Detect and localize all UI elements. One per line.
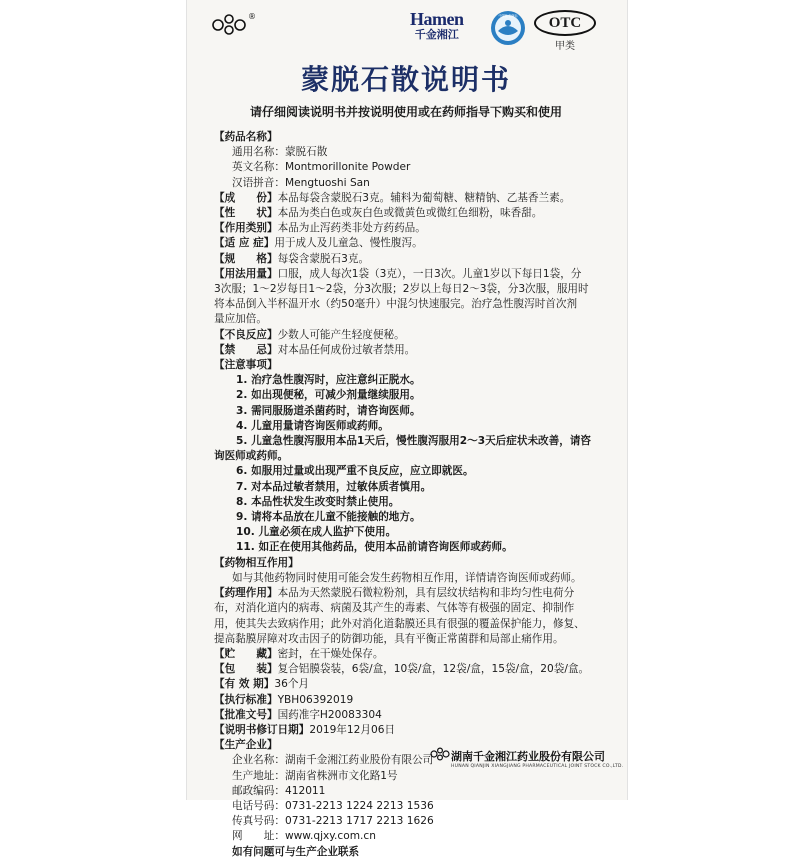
note-item: 1. 治疗急性腹泻时，应注意纠正脱水。 bbox=[236, 374, 421, 387]
note-item: 4. 儿童用量请咨询医师或药师。 bbox=[236, 419, 389, 432]
footer-company-cn: 湖南千金湘江药业股份有限公司 bbox=[451, 750, 605, 763]
otc-mark: OTC bbox=[534, 10, 596, 36]
footer-logo-icon bbox=[430, 747, 450, 761]
otc-class: 甲类 bbox=[555, 41, 575, 52]
english-name: 英文名称：Montmorillonite Powder bbox=[232, 161, 411, 174]
registered-mark: ® bbox=[248, 12, 256, 21]
section-head-spec: 【规 格】 bbox=[214, 252, 278, 265]
package-text: 复合铝膜袋装，6袋/盒，10袋/盒，12袋/盒，15袋/盒，20袋/盒。 bbox=[277, 663, 590, 676]
storage-text: 密封，在干燥处保存。 bbox=[277, 647, 384, 660]
character-text: 本品为类白色或灰白色或微黄色或微红色细粉，味香甜。 bbox=[277, 207, 543, 220]
pharmacology-line-2: 布，对消化道内的病毒、病菌及其产生的毒素、气体等有极强的固定、抑制作 bbox=[214, 602, 575, 615]
footer-company-en: HUNAN QIANJIN XIANGJIANG PHARMACEUTICAL JOINT STOCK CO.,LTD. bbox=[451, 764, 624, 769]
standard-text: YBH06392019 bbox=[277, 693, 354, 706]
section-head-notes: 【注意事项】 bbox=[214, 359, 278, 372]
section-head-interaction: 【药物相互作用】 bbox=[214, 556, 299, 569]
page-title: 蒙脱石散说明书 bbox=[300, 63, 511, 96]
company-logo-icon bbox=[212, 14, 248, 36]
contra-text: 对本品任何成份过敏者禁用。 bbox=[277, 343, 416, 356]
note-item: 5. 儿童急性腹泻服用本品1天后，慢性腹泻服用2～3天后症状未改善，请咨 bbox=[236, 435, 592, 448]
section-head-pharmacology: 【药理作用】 bbox=[214, 587, 278, 600]
note-item: 11. 如正在使用其他药品，使用本品前请咨询医师或药师。 bbox=[236, 541, 513, 554]
section-head-validity: 【有 效 期】 bbox=[214, 678, 275, 691]
brand-logo bbox=[410, 10, 464, 42]
maker-name: 企业名称：湖南千金湘江药业股份有限公司 bbox=[232, 754, 434, 767]
section-head-revision: 【说明书修订日期】 bbox=[214, 723, 310, 736]
note-item: 3. 需同服肠道杀菌药时，请咨询医师。 bbox=[236, 404, 421, 417]
maker-fax: 传真号码：0731-2213 1717 2213 1626 bbox=[232, 815, 434, 828]
section-head-storage: 【贮 藏】 bbox=[214, 647, 278, 660]
validity-text: 36个月 bbox=[274, 678, 310, 691]
section-head-approval: 【批准文号】 bbox=[214, 708, 278, 721]
section-head-category: 【作用类别】 bbox=[214, 222, 278, 235]
note-item: 6. 如服用过量或出现严重不良反应，应立即就医。 bbox=[236, 465, 474, 478]
section-head-indication: 【适 应 症】 bbox=[214, 237, 275, 250]
note-item: 10. 儿童必须在成人监护下使用。 bbox=[236, 526, 397, 539]
maker-phone: 电话号码：0731-2213 1224 2213 1536 bbox=[232, 799, 434, 812]
maker-zip: 邮政编码：412011 bbox=[232, 784, 326, 797]
usage-line-1: 口服，成人每次1袋（3克），一日3次。儿童1岁以下每日1袋，分 bbox=[277, 267, 582, 280]
pinyin-name: 汉语拼音：Mengtuoshi San bbox=[232, 176, 370, 189]
section-head-usage: 【用法用量】 bbox=[214, 267, 278, 280]
spec-text: 每袋含蒙脱石3克。 bbox=[277, 252, 370, 265]
category-text: 本品为止泻药类非处方药药品。 bbox=[277, 222, 426, 235]
indication-text: 用于成人及儿童急、慢性腹泻。 bbox=[274, 237, 423, 250]
note-item: 9. 请将本品放在儿童不能接触的地方。 bbox=[236, 511, 421, 524]
section-head-adverse: 【不良反应】 bbox=[214, 328, 278, 341]
pharmacology-line-4: 提高黏膜屏障对攻击因子的防御功能，具有平衡正常菌群和局部止痛作用。 bbox=[214, 632, 564, 645]
maker-address: 生产地址：湖南省株洲市文化路1号 bbox=[232, 769, 398, 782]
usage-line-2: 3次服；1～2岁每日1～2袋，分3次服；2岁以上每日2～3袋，分3次服，服用时 bbox=[214, 283, 589, 296]
note-item-cont: 询医师或药师。 bbox=[214, 450, 289, 463]
brand-name-en: Hamen bbox=[410, 9, 464, 29]
section-head-contra: 【禁 忌】 bbox=[214, 343, 278, 356]
contact-note: 如有问题可与生产企业联系 bbox=[232, 845, 360, 858]
section-head-standard: 【执行标准】 bbox=[214, 693, 278, 706]
section-head-name: 【药品名称】 bbox=[214, 131, 278, 143]
pharmacology-line-3: 用，使其失去致病作用；此外对消化道黏膜还具有很强的覆盖保护能力，修复、 bbox=[214, 617, 585, 630]
section-head-package: 【包 装】 bbox=[214, 663, 278, 676]
revision-text: 2019年12月06日 bbox=[309, 723, 396, 736]
page-subtitle: 请仔细阅读说明书并按说明使用或在药师指导下购买和使用 bbox=[249, 105, 562, 119]
famous-trademark-badge-icon bbox=[489, 9, 527, 47]
badge-text: 中国驰名商标 bbox=[498, 14, 518, 18]
note-item: 8. 本品性状发生改变时禁止使用。 bbox=[236, 495, 400, 508]
pharmacology-line-1: 本品为天然蒙脱石微粒粉剂，具有层纹状结构和非均匀性电荷分 bbox=[277, 587, 575, 600]
section-head-character: 【性 状】 bbox=[214, 207, 278, 220]
common-name: 通用名称：蒙脱石散 bbox=[232, 146, 328, 159]
note-item: 2. 如出现便秘，可减少剂量继续服用。 bbox=[236, 389, 421, 402]
composition-text: 本品每袋含蒙脱石3克。辅料为葡萄糖、糖精钠、乙基香兰素。 bbox=[277, 191, 571, 204]
section-head-composition: 【成 份】 bbox=[214, 191, 278, 204]
approval-text: 国药准字H20083304 bbox=[277, 708, 382, 721]
brand-name-cn: 千金湘江 bbox=[414, 28, 459, 41]
usage-line-4: 量应加倍。 bbox=[214, 313, 267, 326]
section-head-maker: 【生产企业】 bbox=[214, 739, 278, 752]
maker-website: 网 址：www.qjxy.com.cn bbox=[232, 830, 376, 843]
adverse-text: 少数人可能产生轻度便秘。 bbox=[277, 328, 405, 341]
interaction-text: 如与其他药物同时使用可能会发生药物相互作用，详情请咨询医师或药师。 bbox=[232, 571, 582, 584]
usage-line-3: 将本品倒入半杯温开水（约50毫升）中混匀快速服完。治疗急性腹泻时首次剂 bbox=[214, 298, 578, 311]
note-item: 7. 对本品过敏者禁用，过敏体质者慎用。 bbox=[236, 480, 432, 493]
